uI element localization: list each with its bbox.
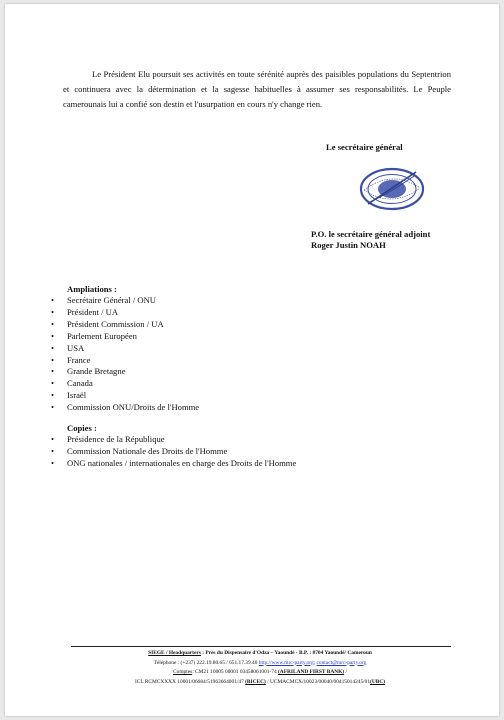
- list-item: • Secrétaire Général / ONU: [51, 295, 199, 307]
- bicec-bank: (BICEC): [245, 678, 266, 685]
- list-item: • Président / UA: [51, 307, 199, 319]
- list-item: • Canada: [51, 378, 199, 390]
- footer-bank-line: [61, 678, 459, 688]
- footer-contact-line: Téléphone : (+237) 222.19.80.65 / 651.17.39.40 http://www.mrc-party.org; contact@mrc-party.org: [153, 659, 367, 666]
- list-item: • Commission ONU/Droits de l'Homme: [51, 402, 199, 414]
- siege-text: : Près du Dispensaire d'Odza – Yaoundé - B.P. : 8704 Yaoundé/ Cameroun: [200, 650, 372, 656]
- comptes-label: Comptes: [173, 669, 193, 676]
- body-paragraph: Le Président Elu poursuit ses activités en toute sérénité auprès des paisibles populations du Septentrion et continuera avec la détermination et la sagesse habituelles à assumer ses responsabilités. Le Peuple camerounais lui a confié son destin et l'usurpation en cours n'y change rien.: [63, 69, 451, 110]
- signatory-name: Roger Justin NOAH: [311, 240, 386, 250]
- telephone-text: Téléphone : (+237) 222.19.80.65 / 651.17.39.40: [153, 659, 259, 666]
- ucma-text: / UCMACMCX/10023/00040/00415014245/01: [265, 678, 371, 685]
- list-item: • Parlement Européen: [51, 331, 199, 343]
- list-item: • France: [51, 355, 199, 367]
- website-link[interactable]: http://www.mrc-party.org: [258, 659, 314, 666]
- party-seal-stamp: [358, 164, 426, 214]
- po-line: P.O. le secrétaire général adjoint: [311, 229, 431, 239]
- list-item: • ONG nationales / internationales en charge des Droits de l'Homme: [51, 458, 296, 470]
- copies-list: [51, 434, 296, 470]
- list-item: • Israël: [51, 390, 199, 402]
- footer-divider: [71, 646, 451, 647]
- afriland-bank: (AFRILAND FIRST BANK): [278, 669, 345, 676]
- list-item: • Commission Nationale des Droits de l'Homme: [51, 446, 296, 458]
- footer: [61, 649, 459, 687]
- list-item: • USA: [51, 343, 199, 355]
- ampliations-list: [51, 295, 199, 414]
- copies-title: Copies :: [67, 423, 97, 433]
- icl-text: ICL RCMCXXXX 10001/06684/51963664001/47: [134, 678, 246, 685]
- footer-accounts-line: Comptes: CM21 10005 00001 03458061001-74 (AFRILAND FIRST BANK) /: [173, 669, 347, 676]
- signatory-block: [311, 229, 430, 251]
- ampliations-title: Ampliations :: [67, 284, 117, 294]
- email-link[interactable]: contact@mrc-party.org: [316, 659, 367, 666]
- list-item: • Grande Bretagne: [51, 366, 199, 378]
- comptes-text: : CM21 10005 00001 03458061001-74: [192, 669, 279, 676]
- siege-label: SIEGE / Headquarters: [148, 650, 201, 656]
- list-item: • Président Commission / UA: [51, 319, 199, 331]
- list-item: • Présidence de la République: [51, 434, 296, 446]
- footer-address-line: [61, 649, 459, 659]
- document-page: [5, 4, 499, 716]
- signature-title: Le secrétaire général: [326, 142, 403, 152]
- ubc-bank: (UBC): [370, 678, 386, 685]
